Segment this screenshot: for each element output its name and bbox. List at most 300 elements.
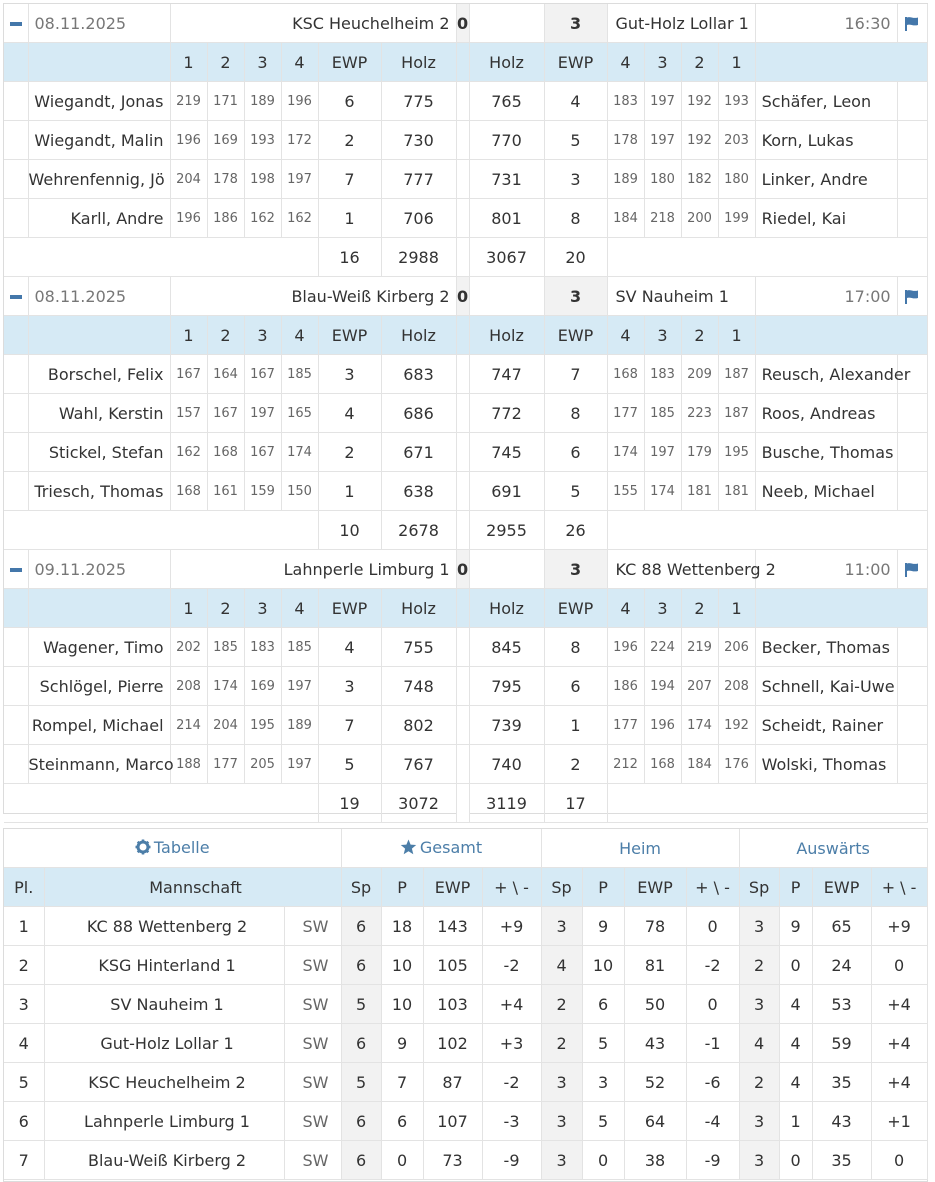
home-player-holz: 777	[381, 160, 456, 199]
player-row	[4, 472, 927, 511]
away-lane-score: 181	[718, 472, 755, 511]
minus-icon	[10, 295, 22, 299]
home-lane-score: 219	[170, 82, 207, 121]
row-blank	[4, 472, 28, 511]
away-lane-score: 185	[644, 394, 681, 433]
score-gap	[469, 4, 544, 43]
away-lane-score: 179	[681, 433, 718, 472]
standing-team[interactable]: KSC Heuchelheim 2	[44, 1063, 284, 1102]
col-home-holz: Holz	[381, 589, 456, 628]
row-end	[897, 160, 927, 199]
standings-row	[4, 1141, 927, 1180]
standing-h-d: 0	[686, 907, 739, 946]
standing-class: SW	[284, 1024, 341, 1063]
standing-h-ewp: 78	[624, 907, 686, 946]
home-player-holz: 767	[381, 745, 456, 784]
row-gap	[456, 472, 469, 511]
standing-team[interactable]: SV Nauheim 1	[44, 985, 284, 1024]
away-player-holz: 801	[469, 199, 544, 238]
standing-h-p: 6	[582, 985, 624, 1024]
home-lane-score: 208	[170, 667, 207, 706]
standing-a-d: +1	[871, 1102, 927, 1141]
player-row	[4, 394, 927, 433]
col-away-player	[755, 316, 927, 355]
away-player-name: Roos, Andreas	[755, 394, 897, 433]
away-player-ewp: 4	[544, 82, 607, 121]
home-lane-score: 167	[244, 355, 281, 394]
player-row	[4, 667, 927, 706]
home-total-holz: 2678	[381, 511, 456, 550]
home-player-ewp: 1	[318, 199, 381, 238]
standing-g-sp: 6	[341, 946, 381, 985]
standing-g-d: -2	[482, 1063, 541, 1102]
away-lane-score: 189	[607, 160, 644, 199]
report-flag-button[interactable]	[897, 4, 927, 43]
standing-a-ewp: 53	[812, 985, 871, 1024]
totals-blank	[4, 511, 318, 550]
away-player-ewp: 7	[544, 355, 607, 394]
standing-a-ewp: 59	[812, 1024, 871, 1063]
home-player-holz: 706	[381, 199, 456, 238]
standing-a-d: 0	[871, 1141, 927, 1180]
away-total-holz: 3119	[469, 784, 544, 823]
away-lane-score: 187	[718, 394, 755, 433]
match-column-header-row	[4, 589, 927, 628]
home-player-holz: 748	[381, 667, 456, 706]
home-player-holz: 775	[381, 82, 456, 121]
away-player-ewp: 5	[544, 121, 607, 160]
col-lane-2: 2	[681, 589, 718, 628]
home-player-name: Triesch, Thomas	[28, 472, 170, 511]
home-lane-score: 186	[207, 199, 244, 238]
standing-class: SW	[284, 907, 341, 946]
col-home-holz: Holz	[381, 316, 456, 355]
standing-a-sp: 3	[739, 1102, 779, 1141]
home-lane-score: 165	[281, 394, 318, 433]
standing-h-sp: 2	[541, 1024, 582, 1063]
away-player-holz: 731	[469, 160, 544, 199]
away-lane-score: 197	[644, 82, 681, 121]
standing-team[interactable]: Lahnperle Limburg 1	[44, 1102, 284, 1141]
standing-a-d: 0	[871, 946, 927, 985]
row-end	[897, 82, 927, 121]
home-player-name: Steinmann, Marco	[28, 745, 170, 784]
away-score: 3	[544, 550, 607, 589]
standing-g-p: 18	[381, 907, 423, 946]
home-lane-score: 197	[281, 160, 318, 199]
standing-g-ewp: 103	[423, 985, 482, 1024]
standing-place: 1	[4, 907, 44, 946]
match-results-table	[4, 4, 928, 823]
away-lane-score: 186	[607, 667, 644, 706]
col-lane-1: 1	[718, 43, 755, 82]
away-lane-score: 155	[607, 472, 644, 511]
report-flag-button[interactable]	[897, 277, 927, 316]
col-lane-4: 4	[607, 316, 644, 355]
home-player-name: Stickel, Stefan	[28, 433, 170, 472]
standing-h-d: -6	[686, 1063, 739, 1102]
home-player-ewp: 4	[318, 394, 381, 433]
home-lane-score: 185	[281, 628, 318, 667]
away-player-ewp: 6	[544, 667, 607, 706]
totals-gap	[456, 784, 469, 823]
row-end	[897, 667, 927, 706]
flag-icon	[904, 289, 920, 305]
home-lane-score: 196	[170, 121, 207, 160]
col-blank	[4, 43, 28, 82]
col-g-sp: Sp	[341, 868, 381, 907]
col-a-diff: + \ -	[871, 868, 927, 907]
standing-a-p: 4	[779, 1063, 812, 1102]
away-lane-score: 168	[644, 745, 681, 784]
away-lane-score: 174	[644, 472, 681, 511]
away-player-ewp: 6	[544, 433, 607, 472]
player-row	[4, 745, 927, 784]
standing-g-ewp: 73	[423, 1141, 482, 1180]
home-lane-score: 159	[244, 472, 281, 511]
away-player-holz: 747	[469, 355, 544, 394]
home-lane-score: 178	[207, 160, 244, 199]
standing-h-ewp: 64	[624, 1102, 686, 1141]
home-lane-score: 185	[207, 628, 244, 667]
home-lane-score: 150	[281, 472, 318, 511]
row-end	[897, 472, 927, 511]
away-player-name: Neeb, Michael	[755, 472, 897, 511]
away-player-holz: 795	[469, 667, 544, 706]
away-score: 3	[544, 277, 607, 316]
col-lane-4: 4	[281, 589, 318, 628]
away-lane-score: 193	[718, 82, 755, 121]
col-away-player	[755, 43, 927, 82]
standing-place: 5	[4, 1063, 44, 1102]
totals-end	[607, 238, 927, 277]
away-player-ewp: 1	[544, 706, 607, 745]
standing-a-p: 0	[779, 1141, 812, 1180]
standing-g-sp: 6	[341, 1141, 381, 1180]
standing-g-p: 10	[381, 985, 423, 1024]
standing-g-sp: 6	[341, 907, 381, 946]
tab-heim[interactable]: Heim	[541, 829, 739, 868]
standing-g-d: -9	[482, 1141, 541, 1180]
home-player-ewp: 3	[318, 355, 381, 394]
col-lane-3: 3	[644, 316, 681, 355]
home-player-holz: 638	[381, 472, 456, 511]
home-lane-score: 169	[207, 121, 244, 160]
home-total-ewp: 16	[318, 238, 381, 277]
standing-place: 7	[4, 1141, 44, 1180]
player-row	[4, 199, 927, 238]
standing-h-ewp: 38	[624, 1141, 686, 1180]
home-total-holz: 2988	[381, 238, 456, 277]
col-lane-2: 2	[681, 316, 718, 355]
standing-team[interactable]: KC 88 Wettenberg 2	[44, 907, 284, 946]
totals-blank	[4, 784, 318, 823]
standing-g-ewp: 105	[423, 946, 482, 985]
standing-a-p: 4	[779, 1024, 812, 1063]
match-totals-row	[4, 511, 927, 550]
away-player-name: Schäfer, Leon	[755, 82, 897, 121]
col-gap	[456, 589, 469, 628]
tab-gesamt[interactable]	[341, 829, 541, 868]
standing-a-ewp: 24	[812, 946, 871, 985]
col-lane-4: 4	[281, 43, 318, 82]
col-lane-3: 3	[644, 589, 681, 628]
home-team: Lahnperle Limburg 1	[170, 550, 456, 589]
away-player-holz: 765	[469, 82, 544, 121]
row-end	[897, 121, 927, 160]
home-player-holz: 686	[381, 394, 456, 433]
home-player-holz: 730	[381, 121, 456, 160]
standings-group-row	[4, 829, 927, 868]
home-player-name: Karll, Andre	[28, 199, 170, 238]
standing-a-p: 4	[779, 985, 812, 1024]
standing-a-ewp: 35	[812, 1063, 871, 1102]
standing-g-ewp: 143	[423, 907, 482, 946]
standings-row	[4, 907, 927, 946]
col-lane-2: 2	[681, 43, 718, 82]
home-lane-score: 188	[170, 745, 207, 784]
row-blank	[4, 433, 28, 472]
away-player-name: Linker, Andre	[755, 160, 897, 199]
col-gap	[456, 43, 469, 82]
standing-h-p: 10	[582, 946, 624, 985]
collapse-button[interactable]	[4, 4, 28, 43]
home-lane-score: 169	[244, 667, 281, 706]
away-lane-score: 174	[681, 706, 718, 745]
match-time: 16:30	[755, 4, 897, 43]
row-gap	[456, 82, 469, 121]
home-lane-score: 185	[281, 355, 318, 394]
standing-class: SW	[284, 1102, 341, 1141]
player-row	[4, 121, 927, 160]
match-time: 11:00	[755, 550, 897, 589]
home-team: KSC Heuchelheim 2	[170, 4, 456, 43]
col-g-p: P	[381, 868, 423, 907]
col-away-ewp: EWP	[544, 589, 607, 628]
home-lane-score: 195	[244, 706, 281, 745]
home-lane-score: 162	[244, 199, 281, 238]
away-player-holz: 745	[469, 433, 544, 472]
col-away-holz: Holz	[469, 589, 544, 628]
home-lane-score: 205	[244, 745, 281, 784]
standing-team[interactable]: Blau-Weiß Kirberg 2	[44, 1141, 284, 1180]
standing-h-d: -1	[686, 1024, 739, 1063]
standing-h-p: 9	[582, 907, 624, 946]
away-team: SV Nauheim 1	[607, 277, 755, 316]
away-lane-score: 194	[644, 667, 681, 706]
standing-g-sp: 6	[341, 1024, 381, 1063]
flag-icon	[904, 16, 920, 32]
away-player-name: Riedel, Kai	[755, 199, 897, 238]
standing-class: SW	[284, 1141, 341, 1180]
home-lane-score: 172	[281, 121, 318, 160]
totals-gap	[456, 238, 469, 277]
away-lane-score: 192	[681, 121, 718, 160]
standing-a-d: +4	[871, 1024, 927, 1063]
col-lane-2: 2	[207, 316, 244, 355]
standing-class: SW	[284, 985, 341, 1024]
away-lane-score: 180	[644, 160, 681, 199]
away-team: Gut-Holz Lollar 1	[607, 4, 755, 43]
standing-a-sp: 3	[739, 985, 779, 1024]
row-end	[897, 394, 927, 433]
standings-row	[4, 1024, 927, 1063]
standings-table	[4, 829, 928, 1180]
home-lane-score: 167	[244, 433, 281, 472]
away-lane-score: 208	[718, 667, 755, 706]
col-lane-1: 1	[170, 43, 207, 82]
home-lane-score: 162	[170, 433, 207, 472]
col-gap	[456, 316, 469, 355]
col-blank	[4, 316, 28, 355]
away-player-name: Busche, Thomas	[755, 433, 897, 472]
row-gap	[456, 628, 469, 667]
tab-tabelle[interactable]	[4, 829, 341, 868]
player-row	[4, 433, 927, 472]
player-row	[4, 82, 927, 121]
away-total-holz: 3067	[469, 238, 544, 277]
away-lane-score: 199	[718, 199, 755, 238]
away-lane-score: 209	[681, 355, 718, 394]
match-column-header-row	[4, 43, 927, 82]
flag-icon	[904, 562, 920, 578]
col-lane-1: 1	[170, 589, 207, 628]
col-away-holz: Holz	[469, 316, 544, 355]
row-blank	[4, 121, 28, 160]
standing-g-p: 10	[381, 946, 423, 985]
standing-h-p: 3	[582, 1063, 624, 1102]
tab-auswaerts[interactable]: Auswärts	[739, 829, 927, 868]
standings-row	[4, 946, 927, 985]
standing-g-sp: 5	[341, 985, 381, 1024]
row-blank	[4, 160, 28, 199]
col-g-diff: + \ -	[482, 868, 541, 907]
standing-g-sp: 5	[341, 1063, 381, 1102]
home-total-ewp: 19	[318, 784, 381, 823]
standing-team[interactable]: Gut-Holz Lollar 1	[44, 1024, 284, 1063]
standing-a-p: 0	[779, 946, 812, 985]
standing-g-p: 9	[381, 1024, 423, 1063]
home-lane-score: 162	[281, 199, 318, 238]
home-lane-score: 177	[207, 745, 244, 784]
home-player-ewp: 4	[318, 628, 381, 667]
away-player-name: Reusch, Alexander	[755, 355, 897, 394]
away-lane-score: 168	[607, 355, 644, 394]
standing-h-sp: 2	[541, 985, 582, 1024]
col-h-ewp: EWP	[624, 868, 686, 907]
match-results-panel	[3, 3, 928, 814]
col-lane-3: 3	[244, 589, 281, 628]
away-player-ewp: 3	[544, 160, 607, 199]
away-total-ewp: 17	[544, 784, 607, 823]
col-lane-3: 3	[244, 43, 281, 82]
row-end	[897, 628, 927, 667]
col-h-p: P	[582, 868, 624, 907]
col-away-player	[755, 589, 927, 628]
standing-a-ewp: 35	[812, 1141, 871, 1180]
home-score: 0	[456, 550, 469, 589]
standing-a-ewp: 43	[812, 1102, 871, 1141]
away-lane-score: 177	[607, 394, 644, 433]
away-player-ewp: 2	[544, 745, 607, 784]
home-lane-score: 193	[244, 121, 281, 160]
standings-header-row	[4, 868, 927, 907]
col-h-sp: Sp	[541, 868, 582, 907]
away-lane-score: 192	[718, 706, 755, 745]
row-blank	[4, 667, 28, 706]
home-lane-score: 189	[281, 706, 318, 745]
away-lane-score: 196	[607, 628, 644, 667]
standing-g-ewp: 107	[423, 1102, 482, 1141]
away-player-holz: 691	[469, 472, 544, 511]
row-end	[897, 745, 927, 784]
match-date: 08.11.2025	[28, 4, 170, 43]
col-home-ewp: EWP	[318, 589, 381, 628]
home-lane-score: 214	[170, 706, 207, 745]
standing-a-p: 9	[779, 907, 812, 946]
away-player-name: Wolski, Thomas	[755, 745, 897, 784]
home-player-ewp: 2	[318, 121, 381, 160]
home-team: Blau-Weiß Kirberg 2	[170, 277, 456, 316]
home-lane-score: 174	[281, 433, 318, 472]
standing-a-sp: 2	[739, 1063, 779, 1102]
home-player-ewp: 3	[318, 667, 381, 706]
home-lane-score: 164	[207, 355, 244, 394]
home-lane-score: 157	[170, 394, 207, 433]
row-end	[897, 706, 927, 745]
standing-g-d: +9	[482, 907, 541, 946]
home-lane-score: 198	[244, 160, 281, 199]
col-home-ewp: EWP	[318, 43, 381, 82]
home-lane-score: 168	[207, 433, 244, 472]
score-gap	[469, 550, 544, 589]
away-lane-score: 184	[681, 745, 718, 784]
standing-h-sp: 4	[541, 946, 582, 985]
collapse-button[interactable]	[4, 550, 28, 589]
away-lane-score: 181	[681, 472, 718, 511]
col-lane-4: 4	[281, 316, 318, 355]
away-player-holz: 845	[469, 628, 544, 667]
standing-h-d: 0	[686, 985, 739, 1024]
standing-g-p: 7	[381, 1063, 423, 1102]
home-lane-score: 202	[170, 628, 207, 667]
home-player-holz: 755	[381, 628, 456, 667]
away-lane-score: 200	[681, 199, 718, 238]
standing-h-sp: 3	[541, 1102, 582, 1141]
minus-icon	[10, 568, 22, 572]
away-player-holz: 772	[469, 394, 544, 433]
standing-a-d: +4	[871, 1063, 927, 1102]
home-lane-score: 197	[281, 667, 318, 706]
col-blank	[4, 589, 28, 628]
away-lane-score: 203	[718, 121, 755, 160]
row-blank	[4, 394, 28, 433]
standing-h-d: -9	[686, 1141, 739, 1180]
collapse-button[interactable]	[4, 277, 28, 316]
match-header-row	[4, 550, 927, 589]
standing-g-p: 6	[381, 1102, 423, 1141]
home-lane-score: 167	[170, 355, 207, 394]
away-lane-score: 197	[644, 433, 681, 472]
row-blank	[4, 199, 28, 238]
row-blank	[4, 82, 28, 121]
away-lane-score: 176	[718, 745, 755, 784]
standing-team[interactable]: KSG Hinterland 1	[44, 946, 284, 985]
report-flag-button[interactable]	[897, 550, 927, 589]
home-lane-score: 196	[170, 199, 207, 238]
standing-h-p: 5	[582, 1102, 624, 1141]
home-lane-score: 183	[244, 628, 281, 667]
